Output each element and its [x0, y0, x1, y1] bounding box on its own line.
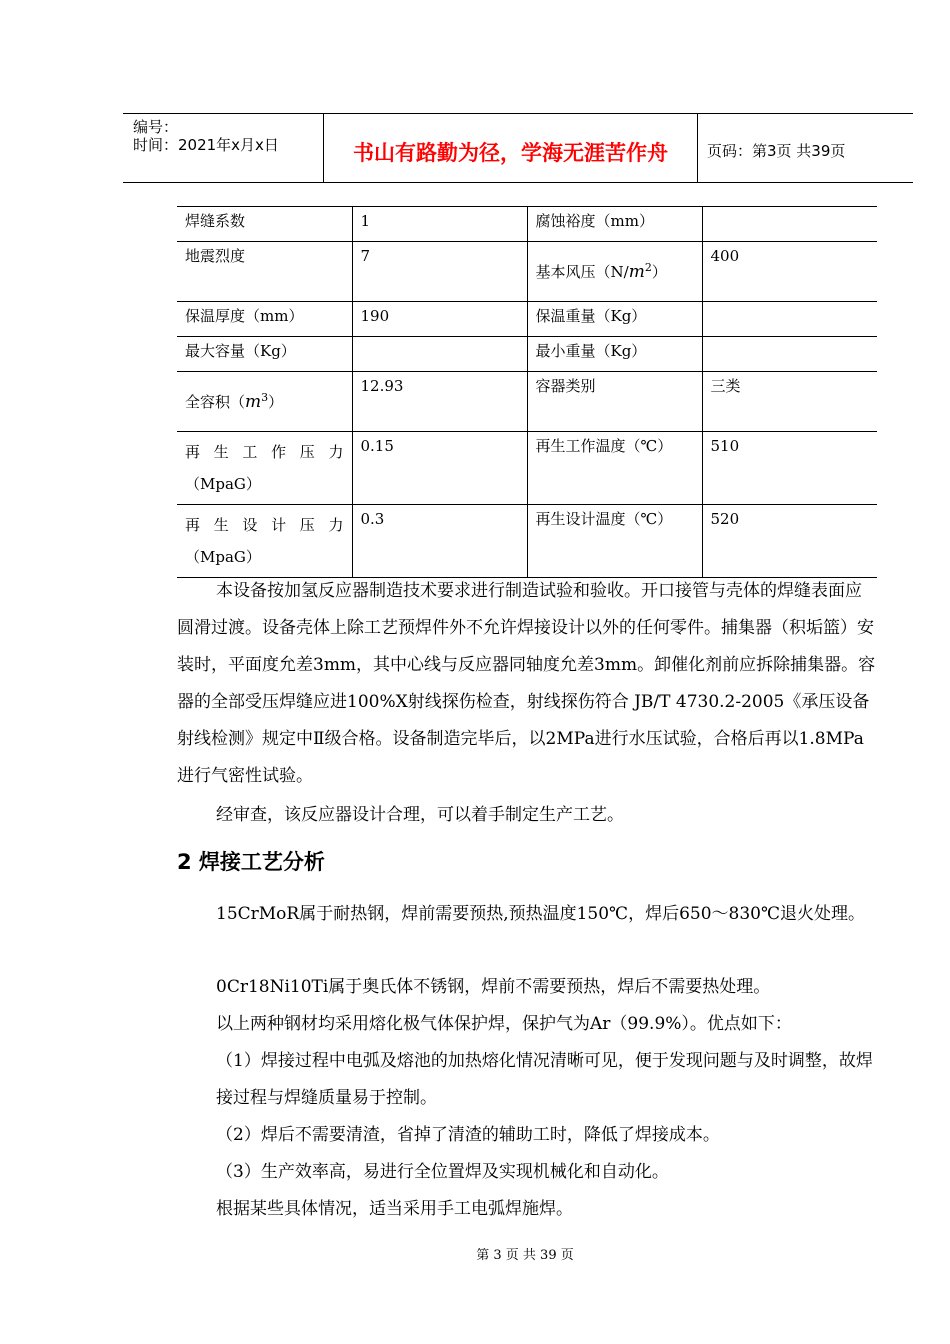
unit-symbol: m: [245, 392, 262, 412]
label-char: 力: [328, 443, 344, 461]
steel-15crmor-paragraph: 15CrMoR属于耐热钢，焊前需要预热,预热温度150℃，焊后650～830℃退火处理。: [216, 904, 865, 924]
table-cell: 最小重量（Kg）: [527, 337, 702, 372]
wind-pressure-label: [536, 246, 694, 282]
table-row: [177, 207, 877, 242]
table-row: [177, 372, 877, 432]
unit-exponent: 3: [261, 391, 269, 404]
table-row: [177, 432, 877, 505]
table-cell: 最大容量（Kg）: [177, 337, 352, 372]
spaced-label: [185, 436, 344, 468]
cell-text: 基本风压（N/: [535, 263, 629, 281]
table-cell: 三类: [702, 372, 877, 432]
header-motto: 书山有路勤为径，学海无涯苦作舟: [353, 141, 668, 165]
table-cell: [177, 372, 352, 432]
table-cell: 520: [702, 505, 877, 578]
label-char: 压: [299, 443, 315, 461]
advantage-item-2: （2）焊后不需要清渣，省掉了清渣的辅助工时，降低了焊接成本。: [216, 1125, 720, 1145]
header-motto-cell: [324, 114, 698, 182]
label-char: 再: [185, 443, 201, 461]
table-cell: [702, 337, 877, 372]
table-row: [177, 242, 877, 302]
unit-label: （MpaG）: [185, 475, 261, 493]
advantage-item-3: （3）生产效率高，易进行全位置焊及实现机械化和自动化。: [216, 1162, 669, 1182]
table-cell: 地震烈度: [177, 242, 352, 302]
cell-text: ）: [268, 393, 284, 411]
page-header: [123, 113, 913, 183]
table-cell: 腐蚀裕度（mm）: [527, 207, 702, 242]
label-char: 作: [271, 443, 287, 461]
table-cell: 12.93: [352, 372, 527, 432]
table-row: [177, 337, 877, 372]
table-cell: 保温厚度（mm）: [177, 302, 352, 337]
table-cell: [702, 207, 877, 242]
page-footer: 第 3 页 共 39 页: [476, 1248, 574, 1263]
manual-arc-paragraph: 根据某些具体情况，适当采用手工电弧焊施焊。: [216, 1199, 573, 1219]
table-cell: 1: [352, 207, 527, 242]
cell-text: 全容积（: [185, 393, 246, 411]
header-meta-cell: [123, 114, 324, 182]
unit-symbol: m: [628, 262, 645, 282]
section-heading: 2 焊接工艺分析: [177, 850, 325, 874]
document-number-label: 编号：: [133, 118, 179, 136]
inspection-paragraph: 本设备按加氢反应器制造技术要求进行制造试验和验收。开口接管与壳体的焊缝表面应圆滑过渡。设备壳体上除工艺预焊件外不允许焊接设计以外的任何零件。捕集器（积垢篮）安装时，平面度允差3mm，其中心线与反应器同轴度允差3mm。卸催化剂前应拆除捕集器。容器的全部受压焊缝应进100%X射线探伤检查，射线探伤符合 JB/T 4730.2-2005《承压设备射线检测》规定中Ⅱ级合格。设备制造完毕后，以2MPa进行水压试验，合格后再以1.8MPa进行气密性试验。: [177, 581, 876, 786]
table-cell: 190: [352, 302, 527, 337]
label-char: 生: [213, 516, 229, 534]
table-cell: 保温重量（Kg）: [527, 302, 702, 337]
label-char: 压: [299, 516, 315, 534]
table-cell: 再生设计温度（℃）: [527, 505, 702, 578]
unit-exponent: 2: [644, 261, 652, 274]
table-cell: [527, 242, 702, 302]
table-cell: 焊缝系数: [177, 207, 352, 242]
label-char: 计: [271, 516, 287, 534]
table-cell: 0.15: [352, 432, 527, 505]
label-char: 力: [328, 516, 344, 534]
parameter-table: [177, 206, 877, 578]
volume-label: [185, 376, 344, 412]
table-cell: 再生工作温度（℃）: [527, 432, 702, 505]
table-cell: [177, 505, 352, 578]
review-paragraph: 经审查，该反应器设计合理，可以着手制定生产工艺。: [216, 805, 624, 825]
label-char: 生: [213, 443, 229, 461]
label-char: 再: [185, 516, 201, 534]
table-cell: [352, 337, 527, 372]
spaced-label: [185, 509, 344, 541]
table-row: [177, 505, 877, 578]
table-cell: 510: [702, 432, 877, 505]
header-page-code: 页码：第3页 共39页: [707, 142, 846, 160]
table-row: [177, 302, 877, 337]
table-cell: 400: [702, 242, 877, 302]
unit-label: （MpaG）: [185, 548, 261, 566]
shielding-gas-paragraph: 以上两种钢材均采用熔化极气体保护焊，保护气为Ar（99.9%）。优点如下：: [216, 1014, 792, 1034]
document-time-label: 时间：2021年x月x日: [133, 136, 279, 154]
table-cell: 0.3: [352, 505, 527, 578]
table-cell: 容器类别: [527, 372, 702, 432]
label-char: 设: [242, 516, 258, 534]
advantage-item-1: （1）焊接过程中电弧及熔池的加热熔化情况清晰可见，便于发现问题与及时调整，故焊接过程与焊缝质量易于控制。: [216, 1051, 873, 1108]
header-page-cell: [698, 114, 913, 182]
table-cell: 7: [352, 242, 527, 302]
steel-0cr18-paragraph: 0Cr18Ni10Ti属于奥氏体不锈钢，焊前不需要预热，焊后不需要热处理。: [216, 977, 771, 997]
table-cell: [702, 302, 877, 337]
table-cell: [177, 432, 352, 505]
cell-text: ）: [651, 263, 667, 281]
label-char: 工: [242, 443, 258, 461]
